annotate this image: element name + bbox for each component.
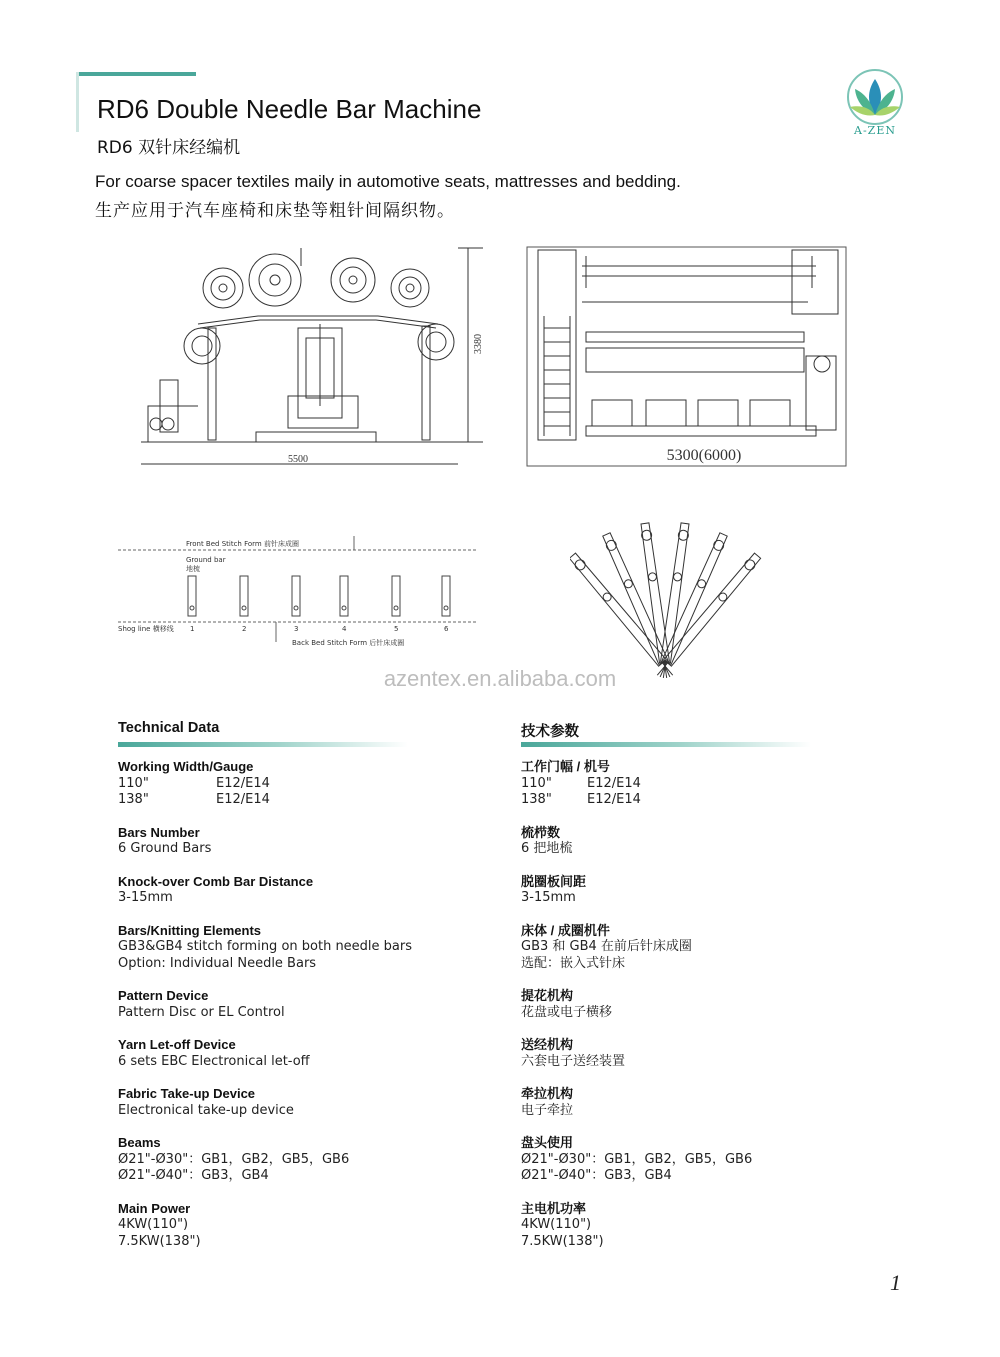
beam-circle [331,258,375,302]
spec-value: 6 把地梳 [521,841,573,856]
spec-pattern-device [118,988,538,1021]
width-dimension: 5500 [288,454,308,465]
spec-label: Fabric Take-up Device [118,1086,256,1101]
spec-label: Bars/Knitting Elements [118,922,262,938]
spec-value: Ø21"-Ø30"：GB1，GB2，GB5，GB6 [521,1151,753,1167]
technical-data-english [118,720,538,1266]
spec-working-width [118,759,538,809]
needle-bar-rect [586,332,804,342]
height-dimension: 3380 [473,334,484,354]
front-bed-label: Front Bed Stitch Form 前针床成圈 [186,540,299,548]
spec-value: 选配：嵌入式针床 [521,955,626,971]
beam-circle [184,328,220,364]
bar-number: 6 [444,625,449,633]
guide-bar-arm [602,532,668,664]
spec-value: E12/E14 [216,775,270,791]
guide-bar-arm [661,523,690,663]
spec-value: E12/E14 [587,775,641,791]
spec-key: 110" [521,775,552,791]
spec-label: Main Power [118,1200,191,1216]
spec-row [118,776,538,793]
bar-number: 5 [394,625,399,633]
spec-value: E12/E14 [587,792,641,807]
spec-take-up [118,1086,538,1119]
spec-label: Knock-over Comb Bar Distance [118,873,314,889]
spec-label: 提花机构 [521,988,574,1003]
spec-value: Ø21"-Ø40"：GB3，GB4 [521,1168,672,1183]
spec-label: 工作门幅 / 机号 [521,759,610,774]
spec-let-off-zh [521,1037,941,1070]
section-underline [521,742,811,747]
spec-row [521,792,941,809]
front-view-frame [527,247,846,466]
spec-pattern-device-zh [521,988,941,1021]
spec-value: E12/E14 [216,792,270,807]
spec-beams [118,1135,538,1185]
spec-value: 3-15mm [521,890,576,905]
back-bed-label: Back Bed Stitch Form 后针床成圈 [292,639,405,647]
spec-value: 花盘或电子横移 [521,1004,613,1020]
spec-bars-number [118,825,538,858]
spec-value: GB3 和 GB4 在前后针床成圈 [521,939,692,954]
front-width-dimension: 5300(6000) [666,447,742,464]
beam-circle [418,324,454,360]
bar-number: 2 [242,625,247,633]
spec-value: 4KW(110") [118,1217,189,1232]
spec-bars-number-zh [521,825,941,858]
spec-value: Ø21"-Ø40"：GB3，GB4 [118,1168,269,1183]
intro-chinese: 生产应用于汽车座椅和床垫等粗针间隔织物。 [95,201,455,221]
spec-label: 主电机功率 [521,1200,587,1216]
spec-take-up-zh [521,1086,941,1119]
beam-circle [249,254,301,306]
spec-value: 六套电子送经装置 [521,1053,626,1069]
guide-bar-arm [662,532,728,664]
spec-value: 6 sets EBC Electronical let-off [118,1053,310,1069]
spec-key: 110" [118,775,149,791]
spec-label: Bars Number [118,824,200,840]
spec-value: Electronical take-up device [118,1102,294,1118]
header-accent-line [76,72,196,76]
spec-key: 138" [521,792,552,807]
bar-number: 4 [342,625,347,633]
spec-label: Yarn Let-off Device [118,1037,236,1052]
intro-english: For coarse spacer textiles maily in automotive seats, mattresses and bedding. [95,172,681,191]
spec-value: 6 Ground Bars [118,841,212,856]
page-subtitle: RD6 双针床经编机 [97,138,241,158]
machine-front-view-drawing [526,246,848,468]
bar-number: 1 [190,625,195,633]
spec-value: Pattern Disc or EL Control [118,1004,285,1020]
guide-bar-arm [640,523,669,663]
spec-value: 3-15mm [118,890,173,905]
section-title: Technical Data [118,720,220,736]
beam-circle [203,268,243,308]
ground-bar-label-zh: 地梳 [186,565,200,573]
spec-label: 牵拉机构 [521,1086,574,1101]
spec-label: 盘头使用 [521,1135,574,1150]
page-number: 1 [890,1270,901,1295]
page-title: RD6 Double Needle Bar Machine [97,94,482,124]
spec-label: 梳栉数 [521,824,561,840]
spec-row [521,776,941,793]
spec-label: 脱圈板间距 [521,873,587,889]
spec-value: 7.5KW(138") [118,1233,201,1249]
spec-main-power [118,1201,538,1251]
spec-value: 4KW(110") [521,1217,592,1232]
spec-key: 138" [118,792,149,807]
bar-number: 3 [294,625,299,633]
shog-line-label: Shog line 横移线 [118,625,174,633]
spec-knitting-elements [118,923,538,973]
machine-side-view-drawing [138,246,488,468]
stitch-form-diagram [116,532,478,652]
beam-circle [391,269,429,307]
ground-bar-label: Ground bar [186,556,226,564]
spec-value: 电子牵拉 [521,1102,574,1118]
spec-beams-zh [521,1135,941,1185]
spec-label: Pattern Device [118,988,209,1003]
logo-text: A-ZEN [854,124,896,137]
spec-label: Beams [118,1135,161,1150]
guide-bars-fan-drawing [570,516,780,686]
spec-label: 送经机构 [521,1037,574,1052]
spec-let-off [118,1037,538,1070]
spec-knitting-elements-zh [521,923,941,973]
spec-main-power-zh [521,1201,941,1251]
section-underline [118,742,408,747]
spec-working-width-zh [521,759,941,809]
technical-data-chinese [521,720,941,1266]
header-accent-vertical [76,72,79,132]
spec-label: Working Width/Gauge [118,759,254,774]
spec-knock-over-zh [521,874,941,907]
spec-knock-over [118,874,538,907]
spec-value: Option: Individual Needle Bars [118,955,317,971]
spec-value: 7.5KW(138") [521,1233,604,1249]
watermark-text: azentex.en.alibaba.com [383,666,617,691]
spec-value: GB3&GB4 stitch forming on both needle bars [118,939,413,954]
spec-row [118,792,538,809]
section-title-zh: 技术参数 [521,724,579,740]
spec-label: 床体 / 成圈机件 [521,922,610,938]
spec-value: Ø21"-Ø30"：GB1，GB2，GB5，GB6 [118,1151,350,1167]
